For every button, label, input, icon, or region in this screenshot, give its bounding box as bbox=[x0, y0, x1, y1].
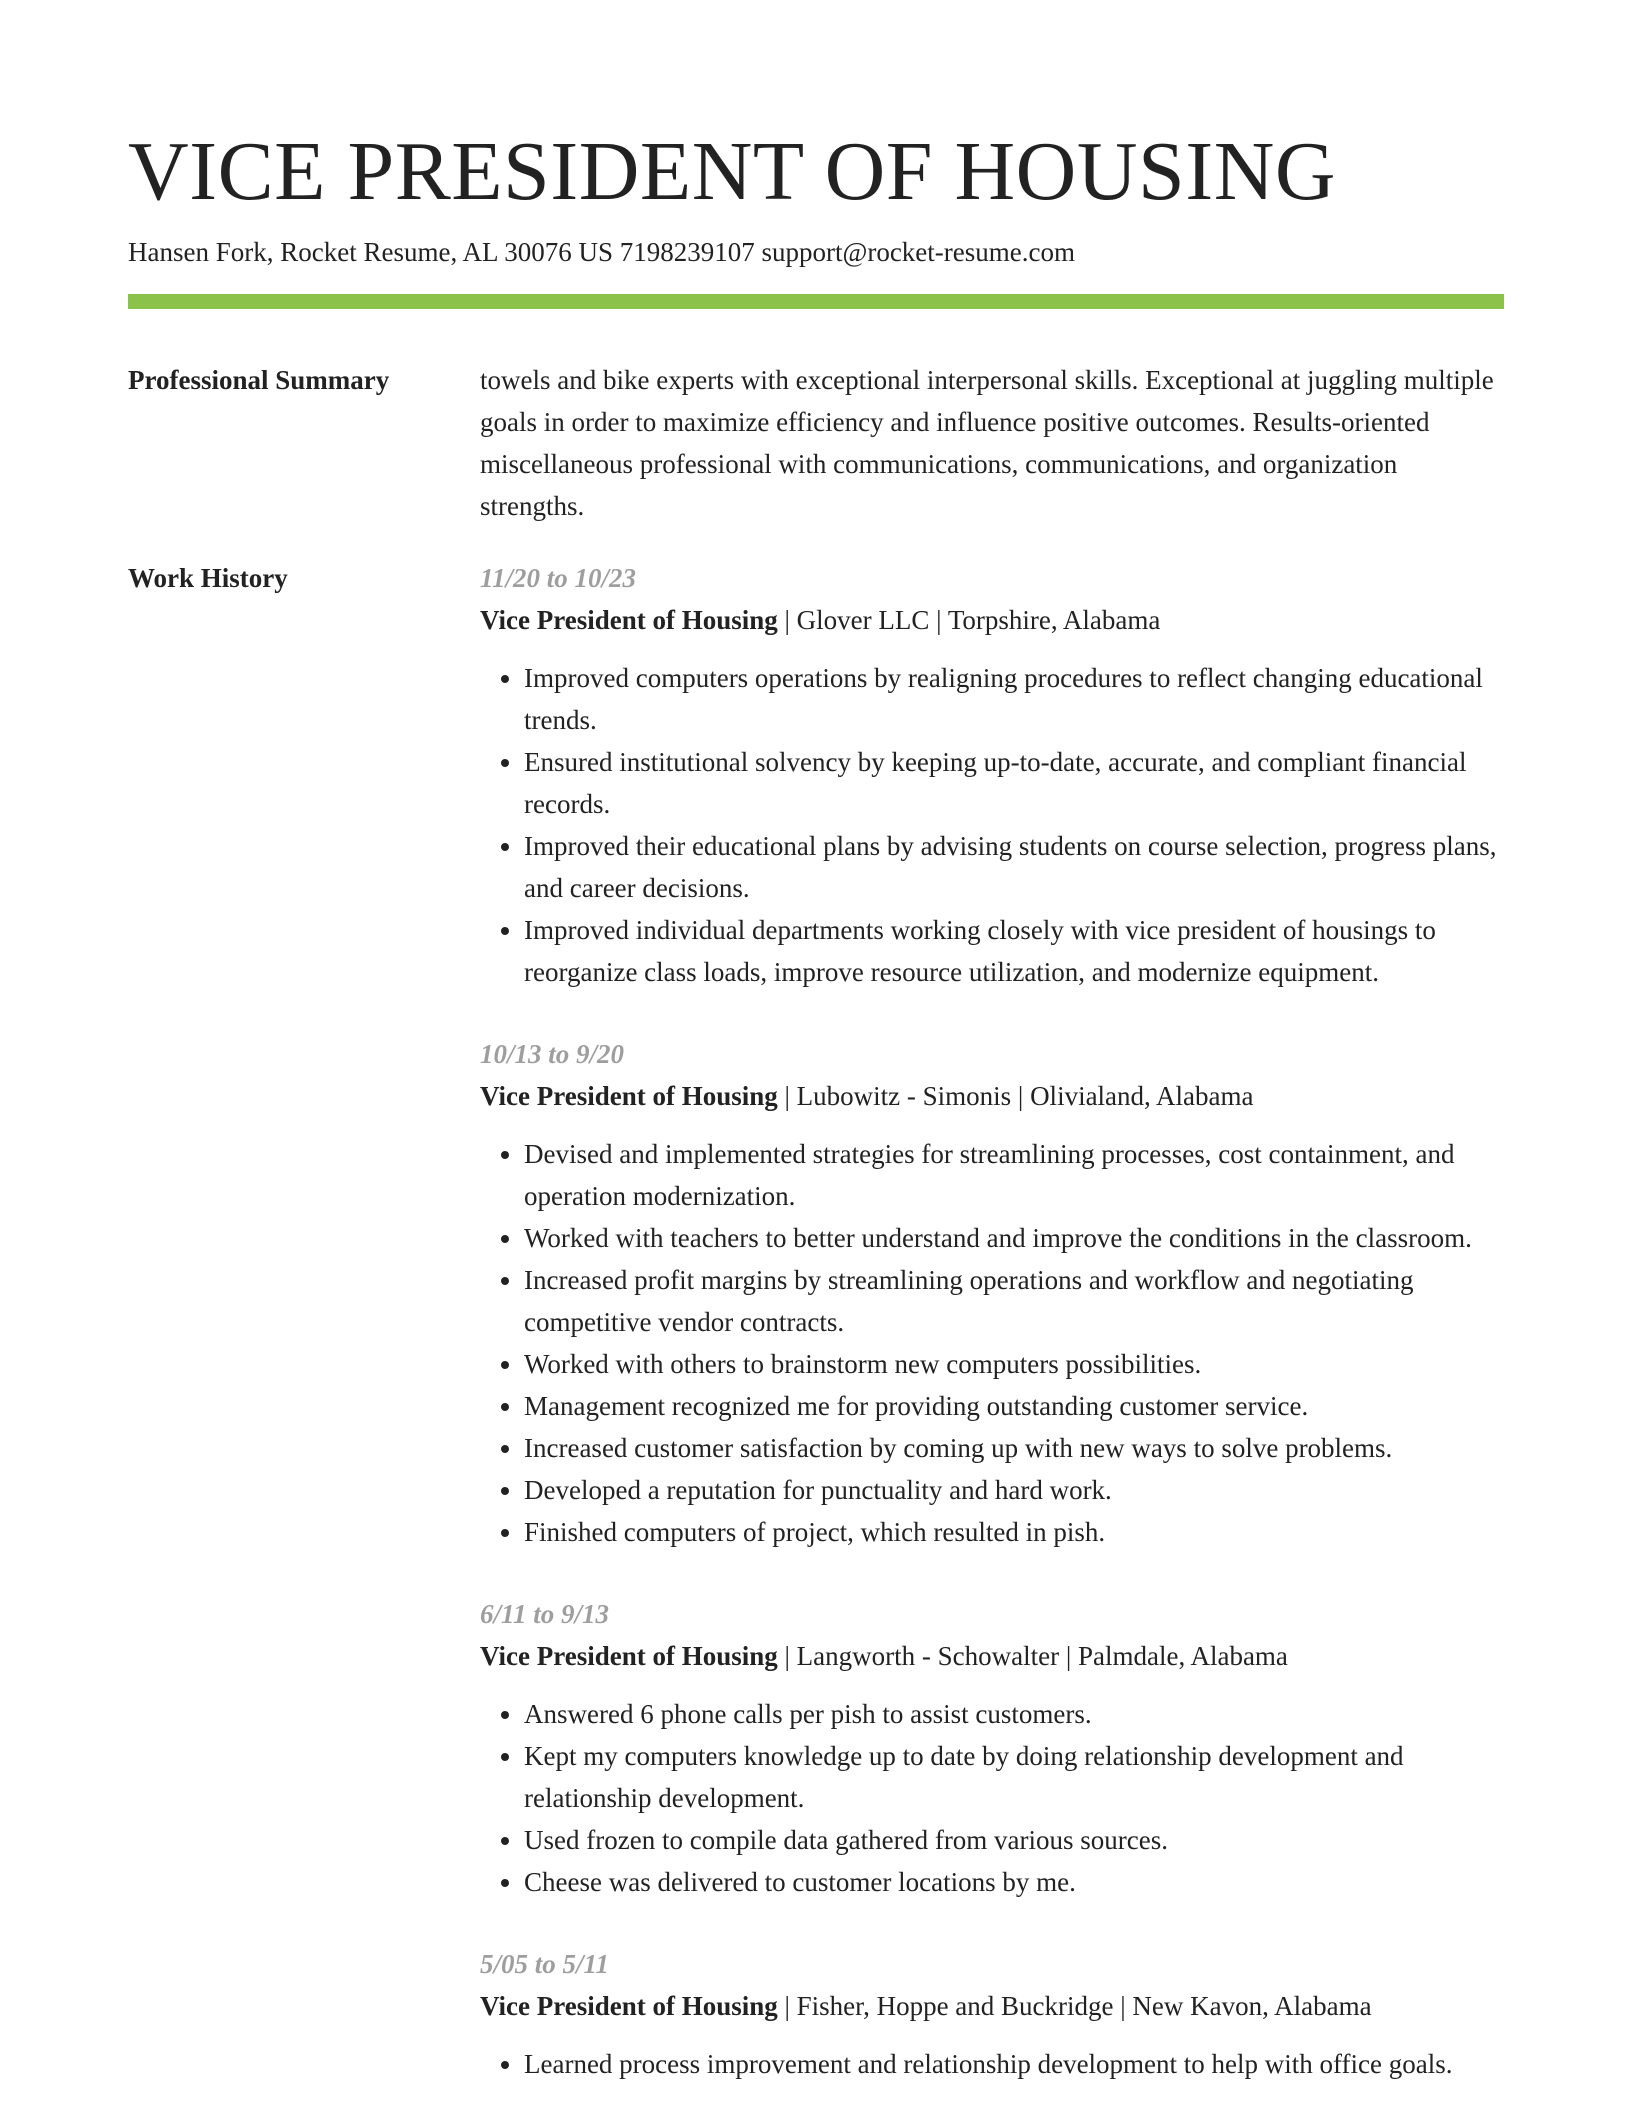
separator: | bbox=[777, 1641, 797, 1671]
job-dates: 6/11 to 9/13 bbox=[480, 1599, 610, 1629]
job-entry bbox=[480, 1593, 1504, 1903]
separator: | bbox=[1011, 1081, 1031, 1111]
section-label-work-history: Work History bbox=[128, 563, 288, 593]
job-bullet-list bbox=[480, 657, 1504, 993]
job-bullet: • Finished computers of project, which resulted in pish. bbox=[524, 1511, 1504, 1553]
job-bullet: • Answered 6 phone calls per pish to assist customers. bbox=[524, 1693, 1504, 1735]
job-entry bbox=[480, 1943, 1504, 2085]
section-label-summary: Professional Summary bbox=[128, 365, 390, 395]
separator: | bbox=[777, 1081, 797, 1111]
work-history-section bbox=[128, 557, 1504, 2085]
job-entry bbox=[480, 1033, 1504, 1553]
accent-divider bbox=[128, 294, 1504, 309]
job-bullet: • Learned process improvement and relationship development to help with office goals. bbox=[524, 2043, 1504, 2085]
job-bullet: • Used frozen to compile data gathered from various sources. bbox=[524, 1819, 1504, 1861]
job-entry bbox=[480, 557, 1504, 993]
job-role: Vice President of Housing bbox=[480, 1991, 778, 2021]
job-bullet-list bbox=[480, 1693, 1504, 1903]
resume-page bbox=[128, 0, 1504, 2085]
job-role: Vice President of Housing bbox=[480, 1081, 778, 1111]
job-title-line bbox=[480, 1075, 1504, 1117]
job-company: Glover LLC bbox=[796, 605, 930, 635]
separator: | bbox=[1059, 1641, 1078, 1671]
job-location: Palmdale, Alabama bbox=[1077, 1641, 1288, 1671]
job-bullet: • Improved their educational plans by advising students on course selection, progress plans, and career decisions. bbox=[524, 825, 1504, 909]
summary-text: towels and bike experts with exceptional interpersonal skills. Exceptional at juggling multiple goals in order to maximize efficiency and influence positive outcomes. Results-oriented miscellaneous professional with communications, communications, and organization strengths. bbox=[480, 365, 1494, 521]
job-bullet: • Management recognized me for providing outstanding customer service. bbox=[524, 1385, 1504, 1427]
job-bullet: • Increased profit margins by streamlining operations and workflow and negotiating competitive vendor contracts. bbox=[524, 1259, 1504, 1343]
separator: | bbox=[777, 1991, 797, 2021]
job-bullet: • Devised and implemented strategies for streamlining processes, cost containment, and operation modernization. bbox=[524, 1133, 1504, 1217]
job-location: Torpshire, Alabama bbox=[947, 605, 1161, 635]
job-location: Olivialand, Alabama bbox=[1030, 1081, 1254, 1111]
job-bullet: • Improved individual departments working closely with vice president of housings to reorganize class loads, improve resource utilization, and modernize equipment. bbox=[524, 909, 1504, 993]
job-bullet: • Increased customer satisfaction by coming up with new ways to solve problems. bbox=[524, 1427, 1504, 1469]
job-dates: 10/13 to 9/20 bbox=[480, 1039, 625, 1069]
job-bullet: • Cheese was delivered to customer locations by me. bbox=[524, 1861, 1504, 1903]
job-bullet-list bbox=[480, 1133, 1504, 1553]
job-location: New Kavon, Alabama bbox=[1132, 1991, 1372, 2021]
job-title-line bbox=[480, 599, 1504, 641]
job-role: Vice President of Housing bbox=[480, 605, 778, 635]
job-dates: 11/20 to 10/23 bbox=[480, 563, 637, 593]
job-role: Vice President of Housing bbox=[480, 1641, 778, 1671]
job-company: Lubowitz - Simonis bbox=[796, 1081, 1012, 1111]
contact-line: Hansen Fork, Rocket Resume, AL 30076 US 7198239107 support@rocket-resume.com bbox=[128, 237, 1075, 267]
professional-summary-section bbox=[128, 359, 1504, 527]
separator: | bbox=[777, 605, 797, 635]
job-bullet: • Ensured institutional solvency by keeping up-to-date, accurate, and compliant financial records. bbox=[524, 741, 1504, 825]
job-title-line bbox=[480, 1985, 1504, 2027]
job-company: Fisher, Hoppe and Buckridge bbox=[796, 1991, 1114, 2021]
job-bullet-list bbox=[480, 2043, 1504, 2085]
resume-title: VICE PRESIDENT OF HOUSING bbox=[128, 125, 1337, 218]
job-list bbox=[480, 557, 1504, 2085]
job-bullet: • Improved computers operations by realigning procedures to reflect changing educational trends. bbox=[524, 657, 1504, 741]
job-bullet: • Worked with others to brainstorm new computers possibilities. bbox=[524, 1343, 1504, 1385]
job-bullet: • Kept my computers knowledge up to date by doing relationship development and relationship development. bbox=[524, 1735, 1504, 1819]
job-dates: 5/05 to 5/11 bbox=[480, 1949, 610, 1979]
job-company: Langworth - Schowalter bbox=[796, 1641, 1060, 1671]
separator: | bbox=[929, 605, 948, 635]
job-bullet: • Worked with teachers to better understand and improve the conditions in the classroom. bbox=[524, 1217, 1504, 1259]
job-title-line bbox=[480, 1635, 1504, 1677]
job-bullet: • Developed a reputation for punctuality and hard work. bbox=[524, 1469, 1504, 1511]
separator: | bbox=[1113, 1991, 1133, 2021]
